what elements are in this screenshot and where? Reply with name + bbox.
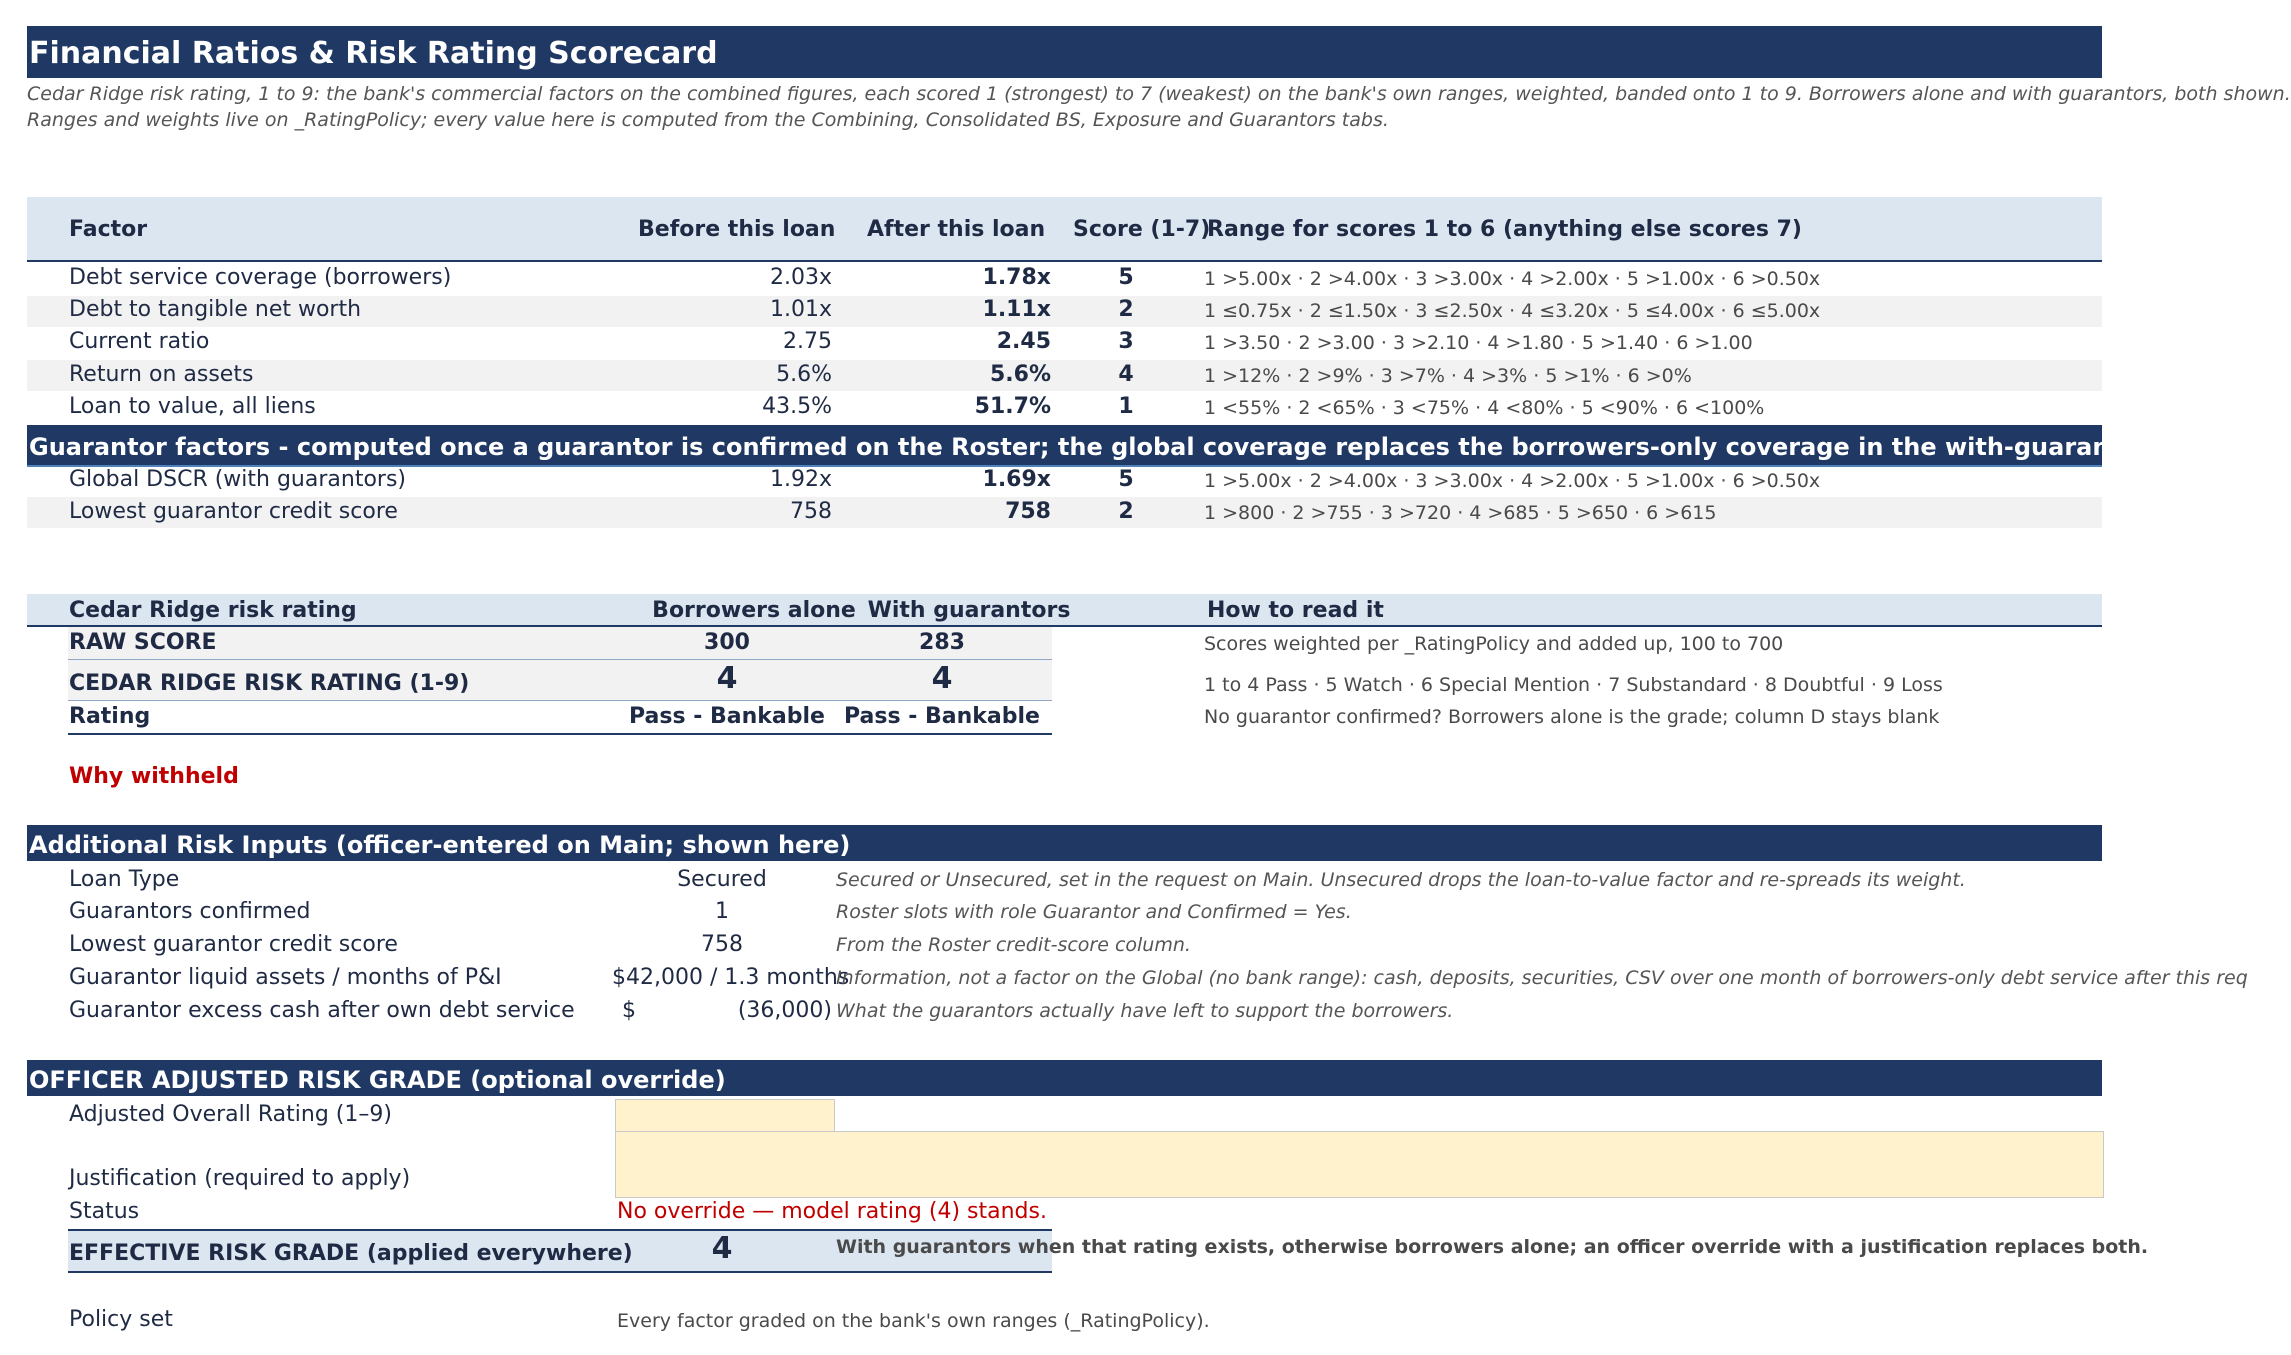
header-rule: [27, 260, 2102, 262]
rating-with: Pass - Bankable: [844, 704, 1040, 729]
input-note: Secured or Unsecured, set in the request on Main. Unsecured drops the loan-to-value factor and re-spreads its weight.: [836, 869, 1966, 891]
raw-score-with: 283: [919, 630, 965, 655]
input-note: What the guarantors actually have left to support the borrowers.: [836, 1000, 1454, 1022]
raw-score-note: Scores weighted per _RatingPolicy and added up, 100 to 700: [1204, 633, 1784, 655]
factor-after: 1.78x: [982, 265, 1051, 290]
input-value: (36,000): [737, 998, 832, 1023]
factor-before: 1.92x: [769, 467, 832, 492]
input-note: Roster slots with role Guarantor and Confirmed = Yes.: [836, 901, 1352, 923]
subtitle-line-2: Ranges and weights live on _RatingPolicy; every value here is computed from the Combining, Consolidated BS, Exposure and Guarantors tabs.: [27, 109, 1389, 131]
additional-inputs-title: Additional Risk Inputs (officer-entered on Main; shown here): [29, 831, 851, 859]
factor-name: Debt to tangible net worth: [69, 297, 362, 322]
status-value: No override — model rating (4) stands.: [617, 1199, 1047, 1224]
factor-range: 1 >12% · 2 >9% · 3 >7% · 4 >3% · 5 >1% · 6 >0%: [1204, 365, 1692, 387]
input-value: 1: [715, 899, 729, 924]
risk-rating-label: CEDAR RIDGE RISK RATING (1-9): [69, 671, 470, 696]
effective-value: 4: [711, 1231, 733, 1266]
factor-range: 1 ≤0.75x · 2 ≤1.50x · 3 ≤2.50x · 4 ≤3.20x · 5 ≤4.00x · 6 ≤5.00x: [1204, 300, 1821, 322]
factor-name: Global DSCR (with guarantors): [69, 467, 407, 492]
factor-after: 1.11x: [982, 297, 1051, 322]
rating-header-with: With guarantors: [867, 598, 1071, 623]
rating-header-how: How to read it: [1207, 598, 1384, 623]
factor-name: Current ratio: [69, 329, 210, 354]
factor-after: 51.7%: [974, 394, 1051, 419]
rating-note: No guarantor confirmed? Borrowers alone is the grade; column D stays blank: [1204, 706, 1940, 728]
guarantor-band-title: Guarantor factors - computed once a guarantor is confirmed on the Roster; the global coverage replaces the borrowers-only coverage in the with-guarantors rating: [29, 433, 2254, 461]
policy-label: Policy set: [69, 1307, 173, 1332]
input-label: Guarantors confirmed: [69, 899, 311, 924]
raw-score-alone: 300: [704, 630, 750, 655]
factor-range: 1 >5.00x · 2 >4.00x · 3 >3.00x · 4 >2.00x · 5 >1.00x · 6 >0.50x: [1204, 268, 1821, 290]
adjusted-rating-label: Adjusted Overall Rating (1–9): [69, 1102, 392, 1127]
risk-rating-note: 1 to 4 Pass · 5 Watch · 6 Special Mention · 7 Substandard · 8 Doubtful · 9 Loss: [1204, 674, 1943, 696]
factor-score: 2: [1118, 499, 1134, 524]
factor-range: 1 >800 · 2 >755 · 3 >720 · 4 >685 · 5 >650 · 6 >615: [1204, 502, 1717, 524]
override-band: [27, 1060, 2102, 1096]
row-rule: [68, 700, 1052, 701]
factor-score: 2: [1118, 297, 1134, 322]
factors-header: [27, 197, 2102, 261]
factor-score: 3: [1118, 329, 1134, 354]
factor-range: 1 <55% · 2 <65% · 3 <75% · 4 <80% · 5 <90% · 6 <100%: [1204, 397, 1765, 419]
factor-before: 43.5%: [762, 394, 832, 419]
factor-after: 758: [1005, 499, 1051, 524]
risk-rating-with: 4: [931, 661, 953, 696]
justification-label: Justification (required to apply): [69, 1166, 411, 1191]
input-note: Information, not a factor on the Global (no bank range): cash, deposits, securities, CSV over one month of borrowers-only debt service after this req: [836, 967, 2248, 989]
factor-score: 5: [1118, 467, 1134, 492]
col-range: Range for scores 1 to 6 (anything else scores 7): [1207, 217, 1802, 242]
effective-bottom-rule: [68, 1271, 1052, 1273]
input-note: From the Roster credit-score column.: [836, 934, 1191, 956]
input-label: Loan Type: [69, 867, 180, 892]
factor-name: Debt service coverage (borrowers): [69, 265, 452, 290]
effective-note: With guarantors when that rating exists, otherwise borrowers alone; an officer override with a justification replaces both.: [836, 1236, 2149, 1258]
justification-input[interactable]: [615, 1131, 2104, 1198]
factor-before: 5.6%: [776, 362, 832, 387]
factor-after: 5.6%: [989, 362, 1051, 387]
rating-header-label: Cedar Ridge risk rating: [69, 598, 357, 623]
page-title: Financial Ratios & Risk Rating Scorecard: [29, 36, 718, 71]
input-label: Guarantor excess cash after own debt service: [69, 998, 575, 1023]
col-score: Score (1-7): [1073, 217, 1211, 242]
rating-header-alone: Borrowers alone: [652, 598, 856, 623]
effective-label: EFFECTIVE RISK GRADE (applied everywhere): [69, 1241, 633, 1266]
input-label: Lowest guarantor credit score: [69, 932, 398, 957]
input-value: 758: [701, 932, 743, 957]
factor-range: 1 >3.50 · 2 >3.00 · 3 >2.10 · 4 >1.80 · 5 >1.40 · 6 >1.00: [1204, 332, 1753, 354]
policy-value: Every factor graded on the bank's own ranges (_RatingPolicy).: [617, 1310, 1210, 1332]
raw-score-label: RAW SCORE: [69, 630, 217, 655]
input-label: Guarantor liquid assets / months of P&I: [69, 965, 502, 990]
rating-bottom-rule: [68, 733, 1052, 735]
rating-label: Rating: [69, 704, 151, 729]
factor-before: 1.01x: [769, 297, 832, 322]
factor-name: Return on assets: [69, 362, 254, 387]
row-stripe: [27, 360, 2102, 391]
factor-name: Lowest guarantor credit score: [69, 499, 398, 524]
factor-score: 1: [1118, 394, 1134, 419]
factor-before: 2.03x: [769, 265, 832, 290]
adjusted-rating-input[interactable]: [615, 1099, 835, 1133]
subtitle-line-1: Cedar Ridge risk rating, 1 to 9: the bank's commercial factors on the combined figures, each scored 1 (strongest) to 7 (weakest) on the bank's own ranges, weighted, banded onto 1 to 9. Borrowers alone and with guarantors, both shown.: [27, 83, 2291, 105]
additional-inputs-band: [27, 825, 2102, 861]
why-withheld: Why withheld: [69, 764, 239, 789]
factor-after: 2.45: [996, 329, 1051, 354]
risk-rating-alone: 4: [716, 661, 738, 696]
input-note-clip: [836, 960, 2248, 994]
input-value: Secured: [677, 867, 767, 892]
factor-range: 1 >5.00x · 2 >4.00x · 3 >3.00x · 4 >2.00x · 5 >1.00x · 6 >0.50x: [1204, 470, 1821, 492]
factor-before: 758: [790, 499, 832, 524]
rating-alone: Pass - Bankable: [629, 704, 825, 729]
factor-score: 4: [1118, 362, 1134, 387]
override-title: OFFICER ADJUSTED RISK GRADE (optional override): [29, 1066, 726, 1094]
input-currency: $: [622, 998, 636, 1023]
factor-name: Loan to value, all liens: [69, 394, 316, 419]
factor-score: 5: [1118, 265, 1134, 290]
col-before: Before this loan: [638, 217, 836, 242]
input-value: $42,000 / 1.3 months: [612, 965, 850, 990]
factor-after: 1.69x: [982, 467, 1051, 492]
title-bar: [27, 26, 2102, 78]
status-label: Status: [69, 1199, 140, 1224]
rating-header: [27, 594, 2102, 626]
factor-before: 2.75: [783, 329, 832, 354]
guarantor-band: [27, 425, 2254, 465]
col-after: After this loan: [867, 217, 1046, 242]
col-factor: Factor: [69, 217, 148, 242]
